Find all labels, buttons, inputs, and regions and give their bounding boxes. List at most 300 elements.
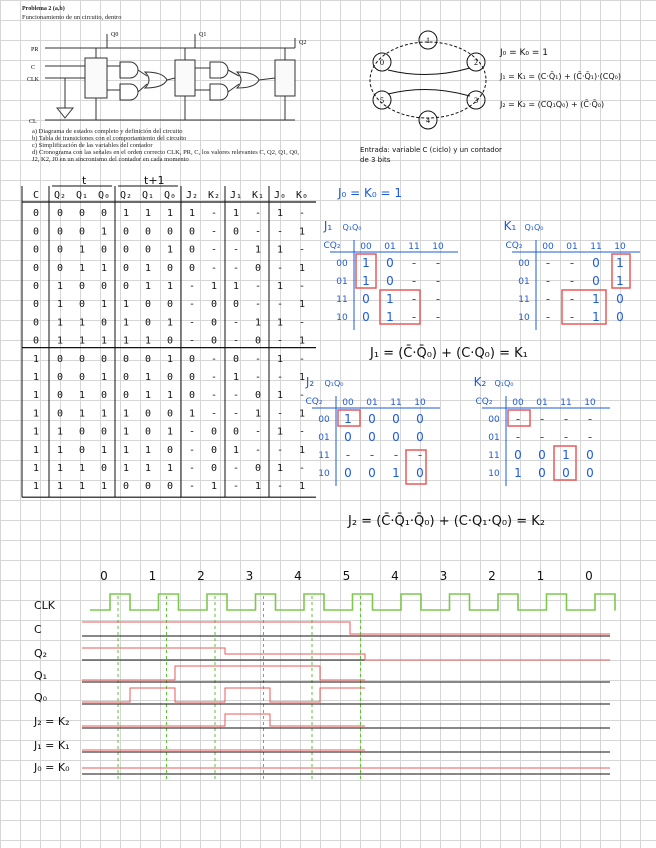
state-node: 5 [380, 96, 384, 105]
kmap-colvar: Q₁Q₀ [342, 223, 362, 232]
table-cell: 0 [144, 408, 152, 420]
kmap-col-label: 11 [590, 242, 602, 252]
kmap-cell: 0 [616, 310, 624, 324]
problem-title: Problema 2 (a,b) [22, 6, 65, 12]
table-cell: 1 [144, 262, 152, 274]
table-cell: 0 [122, 390, 130, 402]
signal-label: CLK [34, 599, 56, 612]
table-cell: 0 [56, 226, 64, 238]
table-cell: 1 [144, 208, 152, 220]
table-cell: 1 [56, 281, 64, 292]
kmap-row-label: 01 [488, 433, 500, 443]
table-header: J₁ [229, 190, 243, 201]
table-cell: 0 [100, 244, 108, 256]
kmap-cell: 0 [344, 430, 352, 444]
table-cell: 0 [166, 372, 174, 383]
kmap-cell: - [435, 310, 441, 324]
table-cell: 0 [122, 281, 130, 292]
kmap-cell: 1 [362, 274, 370, 288]
state-diagram [360, 28, 500, 138]
table-cell: 1 [32, 408, 40, 420]
table-cell: 1 [100, 226, 108, 238]
kmap-cell: 0 [344, 466, 352, 480]
table-cell: 1 [276, 208, 284, 220]
table-cell: 1 [166, 208, 174, 220]
task-list [32, 128, 299, 163]
table-cell: - [232, 335, 240, 347]
table-cell: 1 [144, 372, 152, 383]
kmap-cell: 1 [386, 310, 394, 324]
signal-label: J₀ = K₀ [34, 761, 70, 774]
table-cell: - [298, 426, 306, 438]
cl-label: CL [29, 119, 37, 125]
table-cell: 1 [298, 335, 306, 347]
kmap-row-label: 00 [488, 415, 500, 425]
kmap-title: K₂ [473, 375, 487, 389]
kmap-col-label: 00 [342, 398, 354, 408]
kmap-cell: 1 [592, 292, 600, 306]
signal-label: Q₀ [34, 691, 48, 704]
kmap-cell: 0 [392, 430, 400, 444]
table-cell: 1 [166, 317, 174, 329]
table-cell: - [254, 226, 262, 238]
table-cell: 1 [254, 317, 262, 329]
table-cell: 0 [210, 463, 218, 474]
table-cell: - [188, 281, 196, 292]
table-cell: 1 [122, 426, 130, 438]
table-cell: 1 [78, 262, 86, 274]
table-cell: 0 [254, 463, 262, 474]
kmap-cell: - [411, 274, 417, 288]
truth-table [20, 172, 310, 512]
table-cell: 1 [298, 226, 306, 238]
table-cell: 0 [144, 426, 152, 438]
table-cell: 0 [100, 353, 108, 365]
kmap-col-label: 01 [566, 242, 578, 252]
kmap-cell: - [435, 256, 441, 270]
state-note: Entrada: variable C (ciclo) y un contador [360, 146, 502, 154]
kmap-row-label: 01 [518, 277, 530, 287]
table-cell: 0 [188, 390, 196, 402]
kmap-cell: - [539, 430, 545, 444]
table-cell: 1 [166, 244, 174, 256]
table-cell: - [188, 444, 196, 456]
eq-j1k1: J₁ = (C̄·Q̄₀) + (C·Q₀) = K₁ [370, 346, 528, 361]
signal-trace [82, 622, 610, 634]
table-header: J₂ [185, 190, 199, 201]
table-cell: 1 [254, 244, 262, 256]
kmap-cell: - [563, 412, 569, 426]
table-cell: 1 [298, 299, 306, 311]
kmap-row-label: 00 [518, 259, 530, 269]
state-note: de 3 bits [360, 156, 391, 164]
table-cell: 0 [232, 353, 240, 365]
kmap-cell: 0 [386, 256, 394, 270]
table-cell: - [254, 299, 262, 311]
clock-number: 0 [100, 569, 108, 583]
table-cell: - [210, 372, 218, 383]
clock-number: 1 [536, 569, 545, 583]
table-cell: - [210, 226, 218, 238]
table-cell: - [232, 408, 240, 420]
table-cell: 0 [32, 299, 40, 311]
kmap-col-label: 01 [384, 242, 396, 252]
q1-label: Q1 [199, 32, 207, 38]
table-cell: 1 [298, 408, 306, 420]
table-cell: 1 [100, 262, 108, 274]
kmap-cell: 0 [368, 412, 376, 426]
clock-number: 4 [294, 569, 302, 583]
table-cell: - [188, 317, 196, 329]
table-cell: 0 [56, 244, 64, 256]
kmap-colvar: Q₁Q₀ [494, 379, 514, 388]
kmap-cell: 0 [392, 412, 400, 426]
table-cell: 1 [232, 281, 240, 292]
table-cell: 0 [78, 226, 86, 238]
table-cell: 1 [298, 372, 306, 383]
task-item: J2, K2, J0 en un sincronismo del contador en cada momento [32, 156, 189, 163]
kmap-cell: 1 [362, 256, 370, 270]
kmap-cell: 0 [416, 466, 424, 480]
signal-trace [82, 688, 365, 702]
table-cell: - [188, 335, 196, 347]
table-cell: 0 [144, 353, 152, 365]
table-cell: 0 [78, 353, 86, 365]
table-cell: 1 [144, 444, 152, 456]
table-cell: - [232, 262, 240, 274]
kmap-cell: - [411, 310, 417, 324]
table-cell: 0 [188, 262, 196, 274]
kmap-cell: - [411, 256, 417, 270]
table-cell: 1 [122, 463, 130, 474]
table-cell: - [254, 281, 262, 292]
table-header: C [32, 190, 40, 201]
table-cell: 1 [100, 408, 108, 420]
table-cell: 0 [122, 372, 130, 383]
table-cell: 0 [232, 299, 240, 311]
kmap-cell: - [545, 256, 551, 270]
kmap-cell: - [369, 448, 375, 462]
kmap-col-label: 10 [414, 398, 426, 408]
table-cell: 1 [232, 208, 240, 220]
kmap-col-label: 00 [360, 242, 372, 252]
kmap-col-label: 00 [542, 242, 554, 252]
table-cell: 0 [32, 281, 40, 292]
table-cell: 0 [32, 262, 40, 274]
table-cell: 1 [188, 208, 196, 220]
table-cell: 1 [32, 463, 40, 474]
table-cell: 1 [166, 390, 174, 402]
table-cell: 1 [122, 444, 130, 456]
table-cell: - [232, 481, 240, 493]
group-label-t1: t+1 [144, 174, 165, 187]
table-header: Q₂ [119, 190, 133, 201]
kmap-cell: - [569, 256, 575, 270]
kmap-cell: 1 [562, 448, 570, 462]
kmap-cell: 1 [386, 292, 394, 306]
kmap-cell: 1 [616, 274, 624, 288]
state-node: 2 [474, 58, 478, 67]
table-cell: 1 [32, 444, 40, 456]
kmap-cell: - [393, 448, 399, 462]
table-cell: 0 [78, 281, 86, 292]
table-cell: - [210, 244, 218, 256]
table-cell: 1 [100, 335, 108, 347]
table-cell: 0 [122, 481, 130, 493]
table-cell: 0 [254, 262, 262, 274]
eq-j0k0: J₀ = K₀ = 1 [338, 186, 403, 200]
table-cell: - [232, 317, 240, 329]
kmap-col-label: 11 [408, 242, 420, 252]
kmap-cell: - [587, 412, 593, 426]
table-header: J₀ [273, 190, 287, 201]
kmap-cell: 0 [362, 292, 370, 306]
table-cell: - [232, 390, 240, 402]
table-cell: 1 [276, 317, 284, 329]
table-cell: 0 [166, 299, 174, 311]
kmap-title: J₂ [305, 375, 315, 389]
table-cell: 0 [254, 335, 262, 347]
table-cell: 1 [276, 353, 284, 365]
table-cell: 0 [232, 226, 240, 238]
table-cell: 0 [32, 335, 40, 347]
circuit-schematic [25, 28, 325, 128]
signal-label: Q₂ [34, 647, 48, 660]
table-cell: 1 [166, 463, 174, 474]
table-cell: 1 [78, 335, 86, 347]
kmap-cell: 0 [538, 466, 546, 480]
table-cell: 0 [32, 208, 40, 220]
kmap-corner: CQ₂ [305, 397, 323, 407]
table-cell: 1 [188, 408, 196, 420]
eq-j2k2: J₂ = (C̄·Q̄₁·Q̄₀) + (C·Q₁·Q₀) = K₂ [348, 514, 545, 529]
kmap-col-label: 10 [432, 242, 444, 252]
kmap-cell: - [515, 430, 521, 444]
table-cell: 1 [122, 208, 130, 220]
table-cell: 0 [210, 426, 218, 438]
state-node: 3 [474, 96, 478, 105]
kmap-colvar: Q₁Q₀ [524, 223, 544, 232]
table-cell: 0 [122, 262, 130, 274]
table-cell: 0 [254, 390, 262, 402]
table-cell: 0 [166, 444, 174, 456]
kmap-corner: CQ₂ [505, 241, 523, 251]
table-cell: 1 [254, 481, 262, 493]
table-cell: 1 [144, 390, 152, 402]
clock-number: 2 [488, 569, 496, 583]
task-item: c) Simplificación de las variables del contador [32, 142, 153, 149]
table-cell: 1 [32, 390, 40, 402]
table-cell: - [276, 262, 284, 274]
table-cell: - [210, 408, 218, 420]
kmap-cell: - [435, 292, 441, 306]
table-cell: - [254, 444, 262, 456]
table-cell: 1 [276, 426, 284, 438]
table-cell: - [298, 208, 306, 220]
table-cell: - [210, 262, 218, 274]
signal-trace [82, 666, 365, 680]
table-cell: - [298, 463, 306, 474]
kmap-col-label: 11 [560, 398, 572, 408]
table-cell: - [210, 353, 218, 365]
kmap-cell: 0 [592, 256, 600, 270]
table-cell: 0 [32, 317, 40, 329]
kmap-cell: - [587, 430, 593, 444]
table-cell: 0 [100, 426, 108, 438]
table-cell: 0 [56, 372, 64, 383]
table-cell: 0 [210, 444, 218, 456]
table-cell: 0 [78, 299, 86, 311]
kmap-row-label: 11 [518, 295, 530, 305]
kmap-cell: 0 [386, 274, 394, 288]
table-cell: 1 [56, 335, 64, 347]
table-cell: 1 [298, 262, 306, 274]
kmap-cell: - [569, 292, 575, 306]
kmap-cell: 0 [562, 466, 570, 480]
kmap-cell: 0 [514, 448, 522, 462]
kmap-colvar: Q₁Q₀ [324, 379, 344, 388]
table-cell: - [276, 481, 284, 493]
table-cell: 0 [188, 372, 196, 383]
table-cell: 1 [32, 353, 40, 365]
table-cell: - [276, 444, 284, 456]
kmap-row-label: 10 [318, 469, 330, 479]
table-cell: 0 [78, 426, 86, 438]
table-header: K₁ [251, 190, 265, 201]
table-cell: 0 [100, 208, 108, 220]
table-cell: 1 [32, 372, 40, 383]
table-cell: - [210, 390, 218, 402]
state-node: 0 [380, 58, 384, 67]
task-item: b) Tabla de transiciones con el comportamiento del circuito [32, 135, 187, 142]
table-cell: 0 [100, 463, 108, 474]
clock-number: 1 [148, 569, 157, 583]
table-cell: 0 [166, 481, 174, 493]
table-header: K₀ [295, 190, 309, 201]
table-cell: - [232, 463, 240, 474]
table-cell: 1 [298, 444, 306, 456]
table-cell: 0 [100, 390, 108, 402]
kmap-cell: 0 [362, 310, 370, 324]
kmap-cell: - [569, 310, 575, 324]
signal-label: C [34, 623, 42, 636]
table-cell: 1 [78, 408, 86, 420]
table-cell: - [254, 426, 262, 438]
kmap-cell: 1 [592, 310, 600, 324]
kmap-corner: CQ₂ [323, 241, 341, 251]
table-cell: - [188, 426, 196, 438]
table-cell: 1 [144, 463, 152, 474]
kmap-cell: 0 [616, 292, 624, 306]
kmap-title: J₁ [323, 219, 333, 233]
table-cell: 0 [78, 444, 86, 456]
table-cell: 1 [100, 444, 108, 456]
table-cell: 1 [210, 281, 218, 292]
table-cell: 0 [56, 262, 64, 274]
table-cell: 1 [32, 426, 40, 438]
kmap-cell: - [545, 310, 551, 324]
table-cell: 0 [32, 226, 40, 238]
table-cell: 0 [188, 353, 196, 365]
table-cell: 0 [32, 244, 40, 256]
table-cell: - [276, 226, 284, 238]
kmap-col-label: 01 [536, 398, 548, 408]
kmap-title: K₁ [503, 219, 517, 233]
table-cell: 0 [78, 208, 86, 220]
table-cell: 0 [56, 208, 64, 220]
kmap-cell: 1 [514, 466, 522, 480]
kmap-row-label: 00 [336, 259, 348, 269]
table-cell: 1 [254, 408, 262, 420]
table-cell: 1 [276, 244, 284, 256]
table-cell: 0 [166, 335, 174, 347]
kmap-row-label: 11 [488, 451, 500, 461]
kmap-cell: - [345, 448, 351, 462]
problem-subtitle: Funcionamiento de un circuito, dentro [22, 14, 122, 21]
table-header: Q₂ [53, 190, 67, 201]
table-cell: 1 [122, 335, 130, 347]
table-cell: - [298, 244, 306, 256]
table-cell: 1 [298, 481, 306, 493]
table-cell: 1 [232, 444, 240, 456]
signal-trace [82, 714, 365, 726]
table-cell: - [188, 463, 196, 474]
table-header: Q₁ [141, 190, 155, 201]
table-cell: 0 [56, 408, 64, 420]
q2-label: Q2 [299, 40, 307, 46]
kmap-corner: CQ₂ [475, 397, 493, 407]
clock-number: 0 [585, 569, 593, 583]
table-cell: 1 [276, 281, 284, 292]
kmap-cell: 0 [586, 448, 594, 462]
kmap-row-label: 11 [336, 295, 348, 305]
kmap-cell: 0 [538, 448, 546, 462]
kmap-col-label: 10 [584, 398, 596, 408]
table-cell: - [298, 353, 306, 365]
kmap-col-label: 11 [390, 398, 402, 408]
clock-number: 4 [391, 569, 399, 583]
table-cell: 0 [166, 408, 174, 420]
kmap-cell: 0 [416, 412, 424, 426]
table-cell: 1 [56, 426, 64, 438]
table-cell: 1 [56, 317, 64, 329]
kmap-cell: 0 [416, 430, 424, 444]
kmap-row-label: 10 [336, 313, 348, 323]
kmap-row-label: 11 [318, 451, 330, 461]
signal-trace [82, 648, 610, 660]
table-header: Q₁ [75, 190, 89, 201]
table-cell: 0 [56, 390, 64, 402]
clk-label: CLK [27, 77, 39, 83]
table-cell: 1 [100, 299, 108, 311]
table-cell: 1 [56, 463, 64, 474]
table-cell: - [254, 353, 262, 365]
signal-label: J₁ = K₁ [34, 739, 70, 752]
table-cell: 1 [32, 481, 40, 493]
karnaugh-maps [300, 219, 630, 548]
table-cell: - [298, 281, 306, 292]
clock-number: 5 [342, 569, 351, 583]
table-cell: 0 [56, 353, 64, 365]
table-cell: 1 [122, 317, 130, 329]
table-cell: 0 [188, 226, 196, 238]
signal-label: Q₁ [34, 669, 48, 682]
kmap-col-label: 01 [366, 398, 378, 408]
clock-number: 3 [439, 569, 448, 583]
table-cell: 1 [210, 481, 218, 493]
kmap-row-label: 00 [318, 415, 330, 425]
table-cell: 0 [210, 317, 218, 329]
